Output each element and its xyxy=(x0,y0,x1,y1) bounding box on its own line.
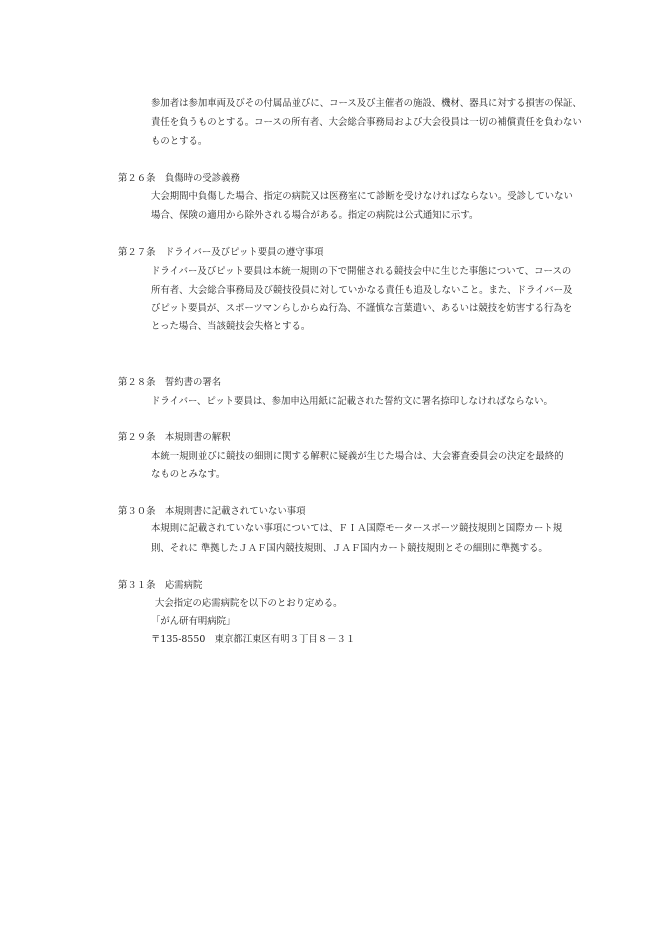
article-26-line-1: 大会期間中負傷した場合、指定の病院又は医務室にて診断を受けなければならない。受診していない xyxy=(151,191,573,202)
article-30-line-1: 本規則に記載されていない事項については、ＦＩＡ国際モータースポーツ競技規則と国際カート規 xyxy=(151,523,563,534)
article-28-heading: 第２８条 誓約書の署名 xyxy=(118,377,222,388)
article-31-heading: 第３１条 応需病院 xyxy=(118,580,203,591)
article-29-line-1: 本統一規則並びに競技の細則に関する解釈に疑義が生じた場合は、大会審査委員会の決定を最終的 xyxy=(151,451,564,462)
article-29-line-2: なものとみなす。 xyxy=(151,469,226,480)
article-30-heading: 第３０条 本規則書に記載されていない事項 xyxy=(118,506,306,517)
article-27-line-1: ドライバー及びピット要員は本統一規則の下で開催される競技会中に生じた事態について、コースの xyxy=(151,266,572,277)
article-31-line-1: 大会指定の応需病院を以下のとおり定める。 xyxy=(155,598,343,609)
article-27-line-2: 所有者、大会総合事務局及び競技役員に対していかなる責任も追及しないこと。また、ドライバー及 xyxy=(151,285,573,296)
article-26-line-2: 場合、保険の適用から除外される場合がある。指定の病院は公式通知に示す。 xyxy=(151,210,479,221)
article-29-heading: 第２９条 本規則書の解釈 xyxy=(118,432,231,443)
article-26-heading: 第２６条 負傷時の受診義務 xyxy=(118,173,240,184)
article-30-line-2: 則、それに 準拠したＪＡＦ国内競技規則、ＪＡＦ国内カート競技規則とその細則に準拠する。 xyxy=(151,543,548,554)
intro-line-3: ものとする。 xyxy=(151,136,208,147)
hospital-address: 〒135-8550 東京都江東区有明３丁目８－３１ xyxy=(151,634,356,645)
article-27-line-4: とった場合、当該競技会失格とする。 xyxy=(151,321,311,332)
hospital-name: 「がん研有明病院」 xyxy=(151,616,236,627)
intro-line-2: 責任を負うものとする。コースの所有者、大会総合事務局および大会役員は一切の補償責任を負わない xyxy=(151,117,582,128)
article-27-heading: 第２７条 ドライバー及びピット要員の遵守事項 xyxy=(118,247,324,258)
article-27-line-3: びピット要員が、スポーツマンらしからぬ行為、不謹慎な言葉遣い、あるいは競技を妨害する行為を xyxy=(151,303,573,314)
article-28-line-1: ドライバー、ピット要員は、参加申込用紙に記載された誓約文に署名捺印しなければならない。 xyxy=(151,396,553,407)
intro-line-1: 参加者は参加車両及びその付属品並びに、コース及び主催者の施設、機材、器具に対する損害の保証、 xyxy=(151,98,582,109)
